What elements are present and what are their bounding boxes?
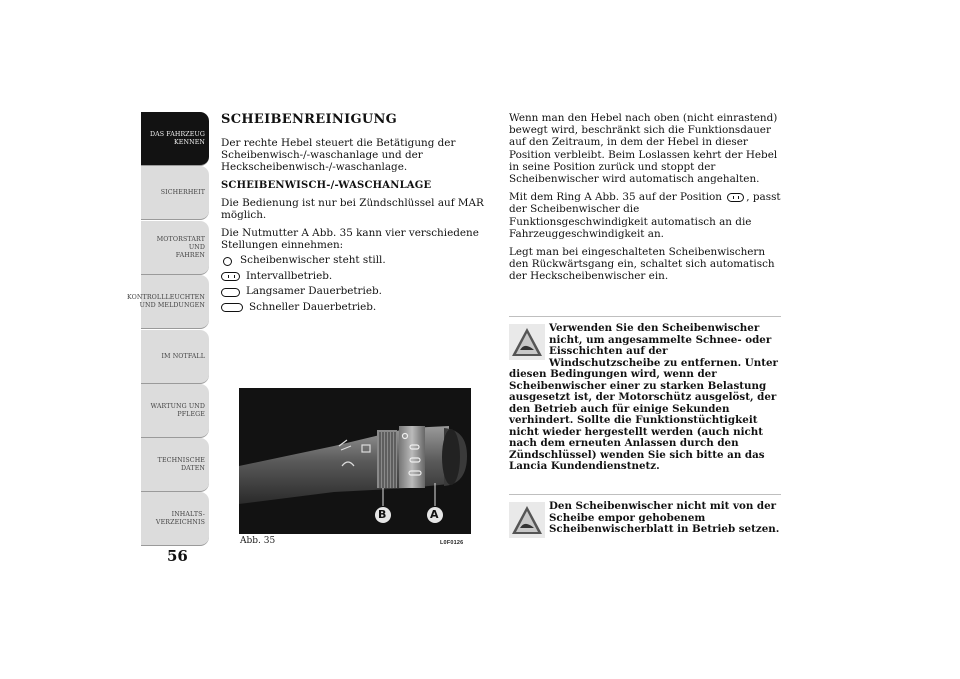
section-title: SCHEIBENREINIGUNG [221, 112, 398, 127]
tab-label: SICHERHEIT [160, 188, 205, 196]
tab-wartung-und-pflege[interactable] [141, 384, 209, 438]
fast-continuous-icon [221, 303, 243, 312]
right-column [509, 112, 781, 289]
tab-das-fahrzeug-kennen[interactable] [141, 112, 209, 166]
position-text: Langsamer Dauerbetrieb. [246, 285, 382, 298]
tab-label: WARTUNG UND PFLEGE [150, 402, 205, 418]
tab-kontrollleuchten[interactable] [127, 275, 209, 329]
tab-technische-daten[interactable] [141, 438, 209, 492]
warning-box-1 [509, 316, 781, 473]
tab-sicherheit[interactable] [141, 166, 209, 220]
warning-text-1: Verwenden Sie den Scheibenwischer nicht, um angesammelte Schnee- oder Eisschichten auf der Windschutzscheibe zu entfernen. Unter diesen Bedingungen wird, wenn der Scheibenwischer einer zu starken Belastung ausgesetzt ist, der Motorschütz ausgelöst, der den Betrieb auch für einige Sekunden verhindert. Sollte die Funktionstüchtigkeit nicht wieder hergestellt werden (auch nicht nach dem erneuten Anlassen durch den Zündschlüssel) wenden Sie sich bitte an das Lancia Kundendienstnetz. [509, 322, 778, 472]
list-item [221, 300, 491, 316]
off-ring-icon [223, 257, 232, 266]
tab-label: KONTROLLLEUCHTEN UND MELDUNGEN [127, 293, 205, 309]
figure-caption: Abb. 35 [240, 536, 276, 546]
auto-speed-text-start: Mit dem Ring A Abb. 35 auf der Position [509, 191, 722, 204]
tab-label: DAS FAHRZEUG KENNEN [149, 130, 205, 146]
tab-motorstart-und-fahren[interactable] [141, 221, 209, 275]
position-text: Intervallbetrieb. [246, 269, 333, 282]
interval-icon [221, 272, 240, 281]
list-item [221, 284, 491, 300]
position-text: Schneller Dauerbetrieb. [249, 300, 377, 313]
warning-box-2 [509, 494, 781, 538]
list-item [221, 269, 491, 285]
tab-im-notfall[interactable] [141, 330, 209, 384]
tab-label: MOTORSTART UND FAHREN [156, 235, 205, 259]
subsection-title: SCHEIBENWISCH-/-WASCHANLAGE [221, 179, 432, 191]
reverse-gear-paragraph: Legt man bei eingeschalteten Scheibenwischern den Rückwärtsgang ein, schaltet sich automatisch der Heckscheibenwischer ein. [509, 246, 775, 283]
tab-label: INHALTS- VERZEICHNIS [155, 510, 205, 526]
wiper-lever-figure [239, 388, 471, 534]
list-item [221, 253, 491, 269]
tab-inhaltsverzeichnis[interactable] [141, 492, 209, 546]
figure-code: L0F0126 [440, 540, 464, 546]
ring-positions-paragraph: Die Nutmutter A Abb. 35 kann vier verschiedene Stellungen einnehmen: [221, 227, 479, 252]
slow-continuous-icon [221, 288, 240, 297]
left-column [221, 112, 491, 315]
momentary-paragraph: Wenn man den Hebel nach oben (nicht einrastend) bewegt wird, beschränkt sich die Funktionsdauer auf den Zeitraum, in dem der Hebel in dieser Position verbleibt. Beim Loslassen kehrt der Hebel in seine Position zurück und stoppt der Scheibenwischer wird automatisch angehalten. [509, 112, 778, 186]
ignition-paragraph: Die Bedienung ist nur bei Zündschlüssel auf MAR möglich. [221, 196, 484, 221]
page-number: 56 [167, 547, 188, 565]
wiper-positions-list [221, 253, 491, 315]
auto-interval-icon [727, 193, 744, 202]
callout-b: B [378, 508, 387, 521]
tab-label: IM NOTFALL [161, 352, 205, 360]
position-text: Scheibenwischer steht still. [240, 254, 386, 267]
auto-speed-text-end: , passt der Scheibenwischer die Funktionsgeschwindigkeit automatisch an die Fahrzeuggeschwindigkeit an. [509, 191, 781, 240]
warning-text-2: Den Scheibenwischer nicht mit von der Scheibe empor gehobenem Scheibenwischerblatt in Betrieb setzen. [549, 500, 780, 535]
tab-label: TECHNISCHE DATEN [157, 456, 205, 472]
intro-paragraph: Der rechte Hebel steuert die Betätigung der Scheibenwisch-/-waschanlage und der Heckscheibenwisch-/-waschanlage. [221, 137, 456, 174]
callout-a: A [430, 508, 439, 521]
warning-triangle-icon [509, 502, 545, 538]
warning-triangle-icon [509, 324, 545, 360]
auto-speed-paragraph [509, 191, 781, 240]
